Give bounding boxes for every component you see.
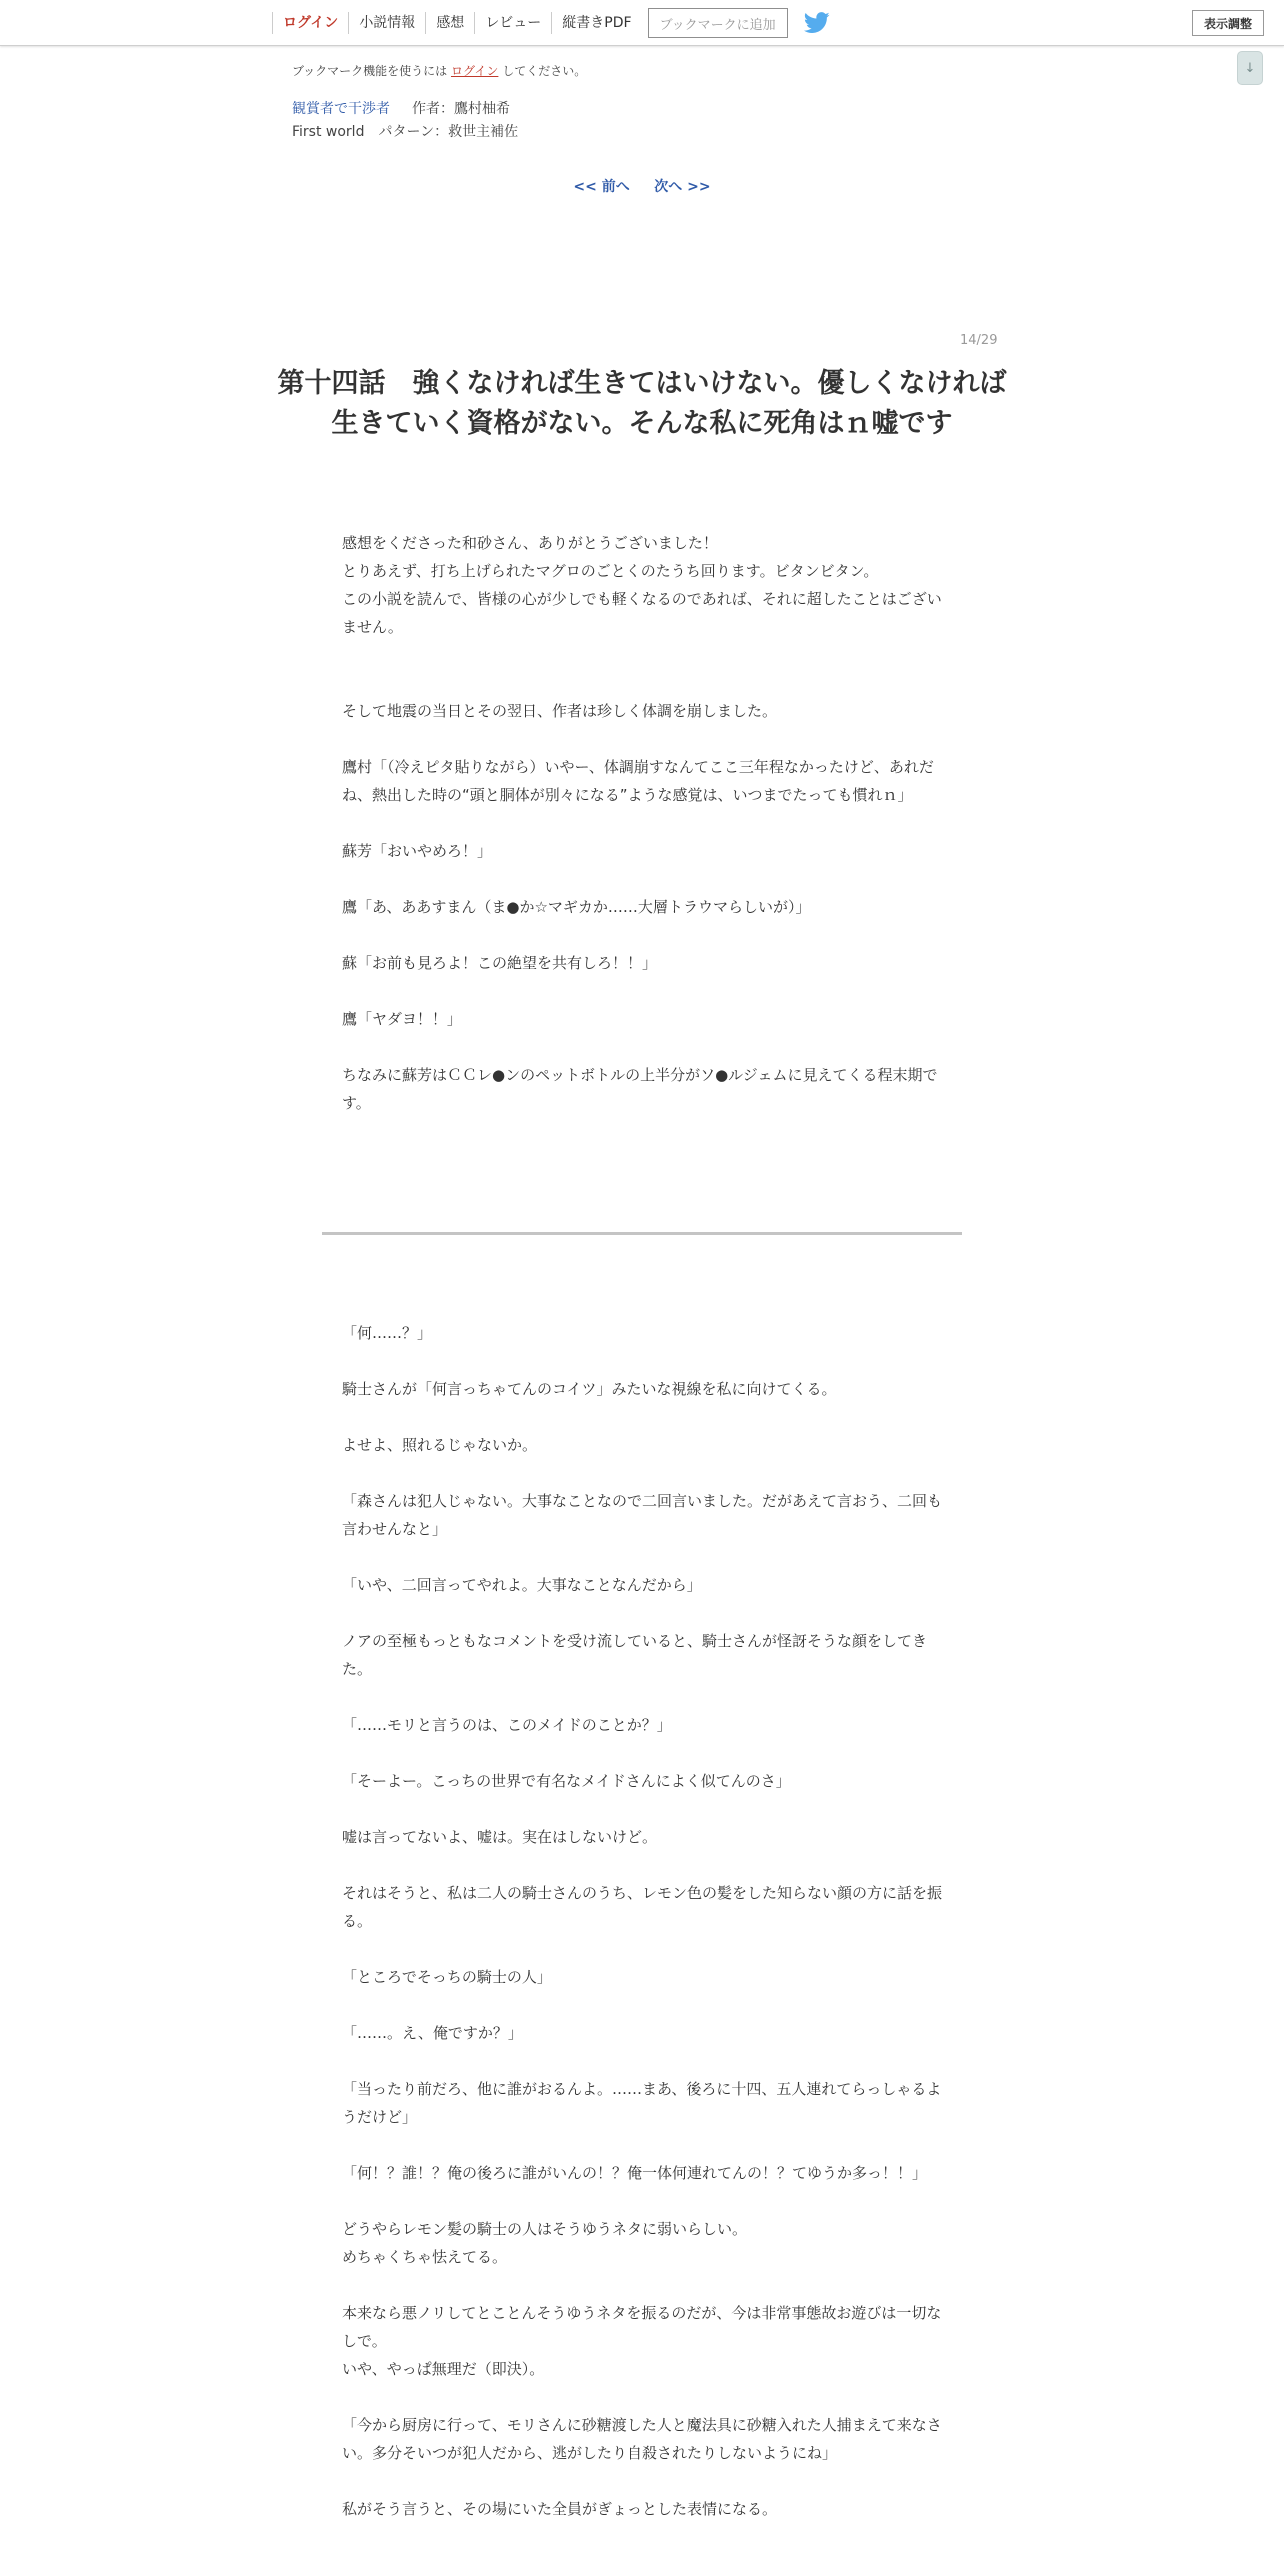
preface-divider	[322, 1232, 962, 1235]
story-paragraph: 「ところでそっちの騎士の人」	[342, 1968, 552, 1986]
bookmark-login-notice	[292, 62, 586, 79]
chapter-subtitle: First world パターン：救世主補佐	[292, 124, 519, 140]
top-navigation-bar	[0, 0, 1284, 46]
chapter-pager	[0, 176, 1284, 196]
preface-paragraph: 鷹「ヤダヨ！！」	[342, 1010, 462, 1028]
chapter-title: 第十四話 強くなければ生きてはいけない。優しくなければ生きていく資格がない。そんな私に死角はｎ嘘です	[277, 368, 1007, 439]
novel-meta	[292, 98, 510, 118]
story-paragraph: 本来なら悪ノリしてとことんそうゆうネタを振るのだが、今は非常事態故お遊びは一切なしで。 いや、やっぱ無理だ（即決）。	[342, 2304, 942, 2378]
twitter-bird-icon[interactable]	[804, 12, 830, 34]
preface-paragraph: 鷹「あ、ああすまん（ま●か☆マギカか……大層トラウマらしいが）」	[342, 898, 811, 916]
story-paragraph: 私がそう言うと、その場にいた全員がぎょっとした表情になる。	[342, 2500, 778, 2518]
preface-text	[342, 529, 942, 1117]
story-paragraph: 騎士さんが「何言っちゃてんのコイツ」みたいな視線を私に向けてくる。	[342, 1380, 837, 1398]
next-chapter-link[interactable]: 次へ >>	[654, 179, 711, 195]
story-paragraph: ノアの至極もっともなコメントを受け流していると、騎士さんが怪訝そうな顔をしてきた。	[342, 1632, 928, 1678]
story-paragraph: どうやらレモン髪の騎士の人はそうゆうネタに弱いらしい。 めちゃくちゃ怯えてる。	[342, 2220, 748, 2266]
story-paragraph: 「今から厨房に行って、モリさんに砂糖渡した人と魔法具に砂糖入れた人捕まえて来なさい。多分そいつが犯人だから、逃がしたり自殺されたりしないようにね」	[342, 2416, 942, 2462]
story-paragraph: 「そーよー。こっちの世界で有名なメイドさんによく似てんのさ」	[342, 1772, 791, 1790]
preface-paragraph: そして地震の当日とその翌日、作者は珍しく体調を崩しました。	[342, 702, 778, 720]
preface-paragraph: ちなみに蘇芳はＣＣレ●ンのペットボトルの上半分がソ●ルジェムに見えてくる程末期です。	[342, 1066, 938, 1112]
nav-impressions-link[interactable]: 感想	[425, 12, 474, 34]
nav-vertical-pdf-link[interactable]: 縦書きPDF	[551, 12, 641, 34]
nav-novel-info-link[interactable]: 小説情報	[348, 12, 425, 34]
bookmark-notice-suffix: してください。	[498, 64, 587, 78]
preface-paragraph	[342, 641, 942, 669]
main-nav	[272, 0, 830, 46]
story-paragraph: よせよ、照れるじゃないか。	[342, 1436, 538, 1454]
preface-paragraph: 感想をくださった和砂さん、ありがとうございました！ とりあえず、打ち上げられたマグロのごとくのたうち回ります。ビタンビタン。 この小説を読んで、皆様の心が少しでも軽くなるのであれば、それに超したことはございません。	[342, 534, 942, 636]
story-paragraph: 「……。え、俺ですか？」	[342, 2024, 523, 2042]
preface-paragraph: 蘇芳「おいやめろ！」	[342, 842, 493, 860]
preface-paragraph: 鷹村「（冷えピタ貼りながら）いやー、体調崩すなんてここ三年程なかったけど、あれだね、熱出した時の“頭と胴体が別々になる”ような感覚は、いつまでたっても慣れｎ」	[342, 758, 934, 804]
story-paragraph: 「当ったり前だろ、他に誰がおるんよ。……まあ、後ろに十四、五人連れてらっしゃるようだけど」	[342, 2080, 942, 2126]
scroll-down-button[interactable]: ↓	[1237, 51, 1263, 85]
story-paragraph: 「……モリと言うのは、このメイドのことか？」	[342, 1716, 672, 1734]
novel-title-link[interactable]: 観賞者で干渉者	[292, 101, 390, 117]
nav-review-link[interactable]: レビュー	[474, 12, 551, 34]
story-text	[342, 1319, 942, 2523]
nav-login-link[interactable]: ログイン	[272, 12, 348, 34]
bookmark-notice-login-link[interactable]: ログイン	[450, 64, 499, 78]
story-paragraph: 「何……？」	[342, 1324, 433, 1342]
display-settings-button[interactable]: 表示調整	[1192, 10, 1264, 36]
story-paragraph: それはそうと、私は二人の騎士さんのうち、レモン色の髪をした知らない顔の方に話を振る。	[342, 1884, 943, 1930]
story-paragraph: 嘘は言ってないよ、嘘は。実在はしないけど。	[342, 1828, 658, 1846]
preface-paragraph: 蘇「お前も見ろよ！この絶望を共有しろ！！」	[342, 954, 658, 972]
add-bookmark-button[interactable]: ブックマークに追加	[648, 8, 788, 38]
story-paragraph: 「何！？誰！？俺の後ろに誰がいんの！？俺一体何連れてんの！？てゆうか多っ！！」	[342, 2164, 928, 2182]
prev-chapter-link[interactable]: << 前へ	[573, 179, 630, 195]
author-name: 作者：鷹村柚希	[412, 101, 510, 117]
story-paragraph: 「いや、二回言ってやれよ。大事なことなんだから」	[342, 1576, 702, 1594]
chapter-number: 14/29	[960, 333, 998, 348]
story-paragraph: 「森さんは犯人じゃない。大事なことなので二回言いました。だがあえて言おう、二回も言わせんなと」	[342, 1492, 943, 1538]
bookmark-notice-prefix: ブックマーク機能を使うには	[292, 64, 451, 78]
